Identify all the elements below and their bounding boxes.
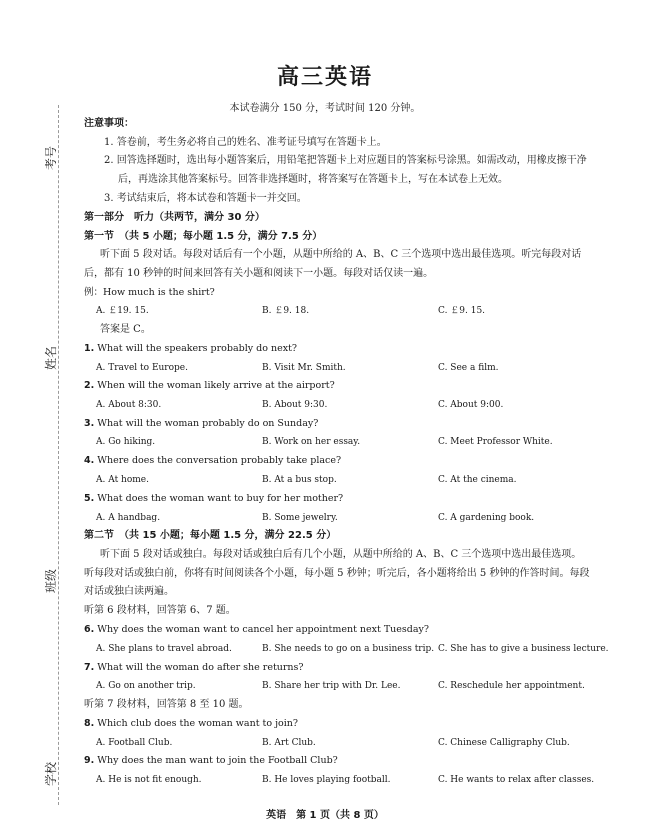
q5-option-c: C. A gardening book. <box>438 513 535 523</box>
example-answer: 答案是 C。 <box>100 324 151 335</box>
q1-option-a: A. Travel to Europe. <box>96 363 188 373</box>
section1-instruction-2: 后，都有 10 秒钟的时间来回答有关小题和阅读下一小题。每段对话仅读一遍。 <box>84 268 434 279</box>
q8-option-a: A. Football Club. <box>96 738 173 748</box>
q9-option-c: C. He wants to relax after classes. <box>438 775 595 785</box>
question-4: 4. Where does the conversation probably take place? <box>84 455 342 466</box>
example-question: 例：How much is the shirt? <box>84 287 215 298</box>
question-6: 6. Why does the woman want to cancel her appointment next Tuesday? <box>84 624 430 635</box>
question-9: 9. Why does the man want to join the Football Club? <box>84 755 338 766</box>
binding-line <box>58 105 59 805</box>
q2-option-c: C. About 9:00. <box>438 400 504 410</box>
section2-instruction-2: 听每段对话或独白前，你将有时间阅读各个小题，每小题 5 秒钟；听完后，各小题将给出 5 秒钟的作答时间。每段 <box>84 568 590 579</box>
section1-heading: 第一节 （共 5 小题；每小题 1.5 分，满分 7.5 分） <box>84 231 323 242</box>
question-8: 8. Which club does the woman want to join? <box>84 718 299 729</box>
notice-2: 2. 回答选择题时，选出每小题答案后，用铅笔把答题卡上对应题目的答案标号涂黑。如需改动，用橡皮擦干净 <box>104 155 587 166</box>
q6-option-b: B. She needs to go on a business trip. <box>262 644 435 654</box>
q1-option-c: C. See a film. <box>438 363 499 373</box>
q3-option-c: C. Meet Professor White. <box>438 437 553 447</box>
exam-subtitle: 本试卷满分 150 分，考试时间 120 分钟。 <box>229 103 421 114</box>
q6-option-c: C. She has to give a business lecture. <box>438 644 609 654</box>
q6-option-a: A. She plans to travel abroad. <box>96 644 232 654</box>
question-3: 3. What will the woman probably do on Sunday? <box>84 418 319 429</box>
question-7: 7. What will the woman do after she returns? <box>84 662 304 673</box>
side-label-name: 姓名 <box>44 346 58 371</box>
q2-option-b: B. About 9:30. <box>262 400 328 410</box>
q4-option-a: A. At home. <box>96 475 149 485</box>
q5-option-b: B. Some jewelry. <box>262 513 338 523</box>
question-2: 2. When will the woman likely arrive at the airport? <box>84 380 335 391</box>
section2-instruction-1: 听下面 5 段对话或独白。每段对话或独白后有几个小题，从题中所给的 A、B、C 三个选项中选出最佳选项。 <box>100 549 582 560</box>
section2-heading: 第二节 （共 15 小题；每小题 1.5 分，满分 22.5 分） <box>84 530 337 541</box>
question-1: 1. What will the speakers probably do next? <box>84 343 297 354</box>
example-option-a: A. ￡19. 15. <box>96 306 149 316</box>
q5-option-a: A. A handbag. <box>96 513 161 523</box>
part1-heading: 第一部分 听力（共两节，满分 30 分） <box>84 212 265 223</box>
q1-option-b: B. Visit Mr. Smith. <box>262 363 346 373</box>
q8-option-b: B. Art Club. <box>262 738 316 748</box>
material-6-note: 听第 6 段材料，回答第 6、7 题。 <box>84 605 236 616</box>
q7-option-a: A. Go on another trip. <box>96 681 196 691</box>
section1-instruction-1: 听下面 5 段对话。每段对话后有一个小题，从题中所给的 A、B、C 三个选项中选出最佳选项。听完每段对话 <box>100 249 582 260</box>
side-label-class: 班级 <box>44 569 58 594</box>
page-title: 高三英语 <box>276 64 373 90</box>
q3-option-b: B. Work on her essay. <box>262 437 361 447</box>
q4-option-c: C. At the cinema. <box>438 475 517 485</box>
notice-3: 3. 考试结束后，将本试卷和答题卡一并交回。 <box>104 193 307 204</box>
notice-1: 1. 答卷前，考生务必将自己的姓名、准考证号填写在答题卡上。 <box>104 137 387 148</box>
question-5: 5. What does the woman want to buy for her mother? <box>84 493 344 504</box>
side-label-school: 学校 <box>44 762 58 787</box>
q2-option-a: A. About 8:30. <box>96 400 162 410</box>
q7-option-b: B. Share her trip with Dr. Lee. <box>262 681 401 691</box>
section2-instruction-3: 对话或独白读两遍。 <box>84 586 174 597</box>
q7-option-c: C. Reschedule her appointment. <box>438 681 585 691</box>
material-7-note: 听第 7 段材料，回答第 8 至 10 题。 <box>84 699 249 710</box>
side-label-exam-number: 考号 <box>44 146 58 171</box>
notice-heading: 注意事项： <box>84 118 134 129</box>
q8-option-c: C. Chinese Calligraphy Club. <box>438 738 570 748</box>
q4-option-b: B. At a bus stop. <box>262 475 337 485</box>
q9-option-a: A. He is not fit enough. <box>96 775 202 785</box>
notice-2-cont: 后，再选涂其他答案标号。回答非选择题时，将答案写在答题卡上，写在本试卷上无效。 <box>118 174 508 185</box>
example-option-c: C. ￡9. 15. <box>438 306 486 316</box>
q9-option-b: B. He loves playing football. <box>262 775 391 785</box>
example-option-b: B. ￡9. 18. <box>262 306 310 316</box>
q3-option-a: A. Go hiking. <box>96 437 156 447</box>
page-footer: 英语 第 1 页（共 8 页） <box>266 810 384 821</box>
